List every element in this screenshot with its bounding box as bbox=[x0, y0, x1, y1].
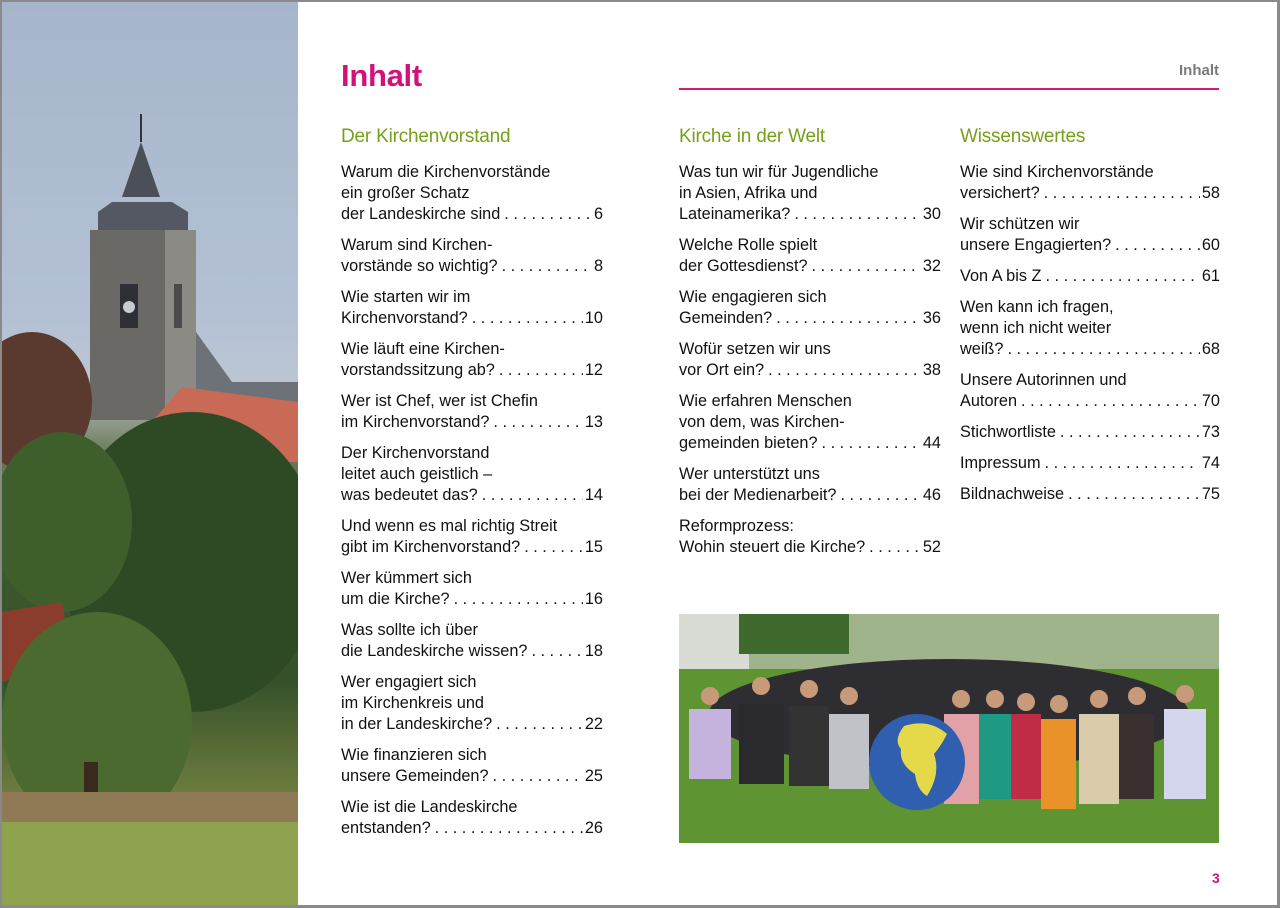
toc-entry[interactable] bbox=[960, 214, 1220, 256]
toc-entry-title-line: Wer engagiert sich bbox=[341, 673, 477, 691]
dot-leader bbox=[502, 256, 592, 277]
header-rule bbox=[679, 88, 1219, 90]
toc-entry-title-line: Warum die Kirchenvorstände bbox=[341, 163, 551, 181]
toc-entry-title-line: Lateinamerika? bbox=[679, 205, 791, 223]
toc-entry-title-line: Unsere Autorinnen und bbox=[960, 371, 1127, 389]
toc-page-number[interactable]: 38 bbox=[922, 361, 941, 379]
toc-entry-title-line: gemeinden bieten? bbox=[679, 434, 818, 452]
document-page bbox=[2, 2, 1277, 905]
toc-page-number[interactable]: 26 bbox=[584, 819, 603, 837]
toc-page-number[interactable]: 25 bbox=[584, 767, 603, 785]
toc-page-number[interactable]: 52 bbox=[922, 538, 941, 556]
toc-entry-title-line: Gemeinden? bbox=[679, 309, 773, 327]
toc-entry-title-line: Was sollte ich über bbox=[341, 621, 478, 639]
toc-entry[interactable] bbox=[960, 297, 1220, 360]
toc-entry-title-line: in Asien, Afrika und bbox=[679, 184, 818, 202]
toc-entry[interactable] bbox=[341, 797, 603, 839]
toc-entry-title-line: gibt im Kirchenvorstand? bbox=[341, 538, 521, 556]
toc-entry[interactable] bbox=[679, 464, 941, 506]
toc-entry-title-line: Wohin steuert die Kirche? bbox=[679, 538, 866, 556]
toc-entry-title-line: leitet auch geistlich – bbox=[341, 465, 493, 483]
toc-entry-title-line: Wer ist Chef, wer ist Chefin bbox=[341, 392, 538, 410]
toc-entry-title-line: Wie engagieren sich bbox=[679, 288, 827, 306]
toc-entry-title-line: vor Ort ein? bbox=[679, 361, 765, 379]
toc-entry-title-line: Autoren bbox=[960, 392, 1018, 410]
toc-page-number[interactable]: 10 bbox=[584, 309, 603, 327]
toc-entry-last-line bbox=[341, 818, 603, 839]
toc-entry-last-line bbox=[341, 537, 603, 558]
toc-entry-title-line: der Landeskirche sind bbox=[341, 205, 501, 223]
toc-page-number[interactable]: 73 bbox=[1201, 423, 1220, 441]
toc-page-number[interactable]: 61 bbox=[1201, 267, 1220, 285]
toc-entry-last-line bbox=[341, 256, 603, 277]
toc-entry-title-line: von dem, was Kirchen- bbox=[679, 413, 845, 431]
dot-leader bbox=[1060, 422, 1200, 443]
toc-entry-last-line bbox=[679, 485, 941, 506]
toc-section-kirche-in-der-welt bbox=[679, 126, 941, 568]
toc-entry-title-line: Was tun wir für Jugendliche bbox=[679, 163, 879, 181]
toc-entry[interactable] bbox=[341, 391, 603, 433]
toc-page-number[interactable]: 68 bbox=[1201, 340, 1220, 358]
toc-entry-last-line bbox=[679, 360, 941, 381]
toc-entry-title-line: wenn ich nicht weiter bbox=[960, 319, 1112, 337]
toc-entry-title-line: Impressum bbox=[960, 454, 1041, 472]
toc-entry[interactable] bbox=[960, 162, 1220, 204]
toc-entry-title-line: Wie läuft eine Kirchen- bbox=[341, 340, 505, 358]
toc-entry-last-line bbox=[341, 485, 603, 506]
toc-entry[interactable] bbox=[679, 162, 941, 225]
toc-entry-last-line bbox=[960, 484, 1220, 505]
dot-leader bbox=[822, 433, 921, 454]
dot-leader bbox=[768, 360, 921, 381]
toc-entry-last-line bbox=[960, 453, 1220, 474]
toc-entry-title-line: Der Kirchenvorstand bbox=[341, 444, 490, 462]
toc-entry-title-line: in der Landeskirche? bbox=[341, 715, 493, 733]
toc-entry-title-line: die Landeskirche wissen? bbox=[341, 642, 528, 660]
toc-entry-last-line bbox=[341, 204, 603, 225]
toc-entry-last-line bbox=[960, 422, 1220, 443]
toc-page-number[interactable]: 22 bbox=[584, 715, 603, 733]
dot-leader bbox=[499, 360, 583, 381]
toc-entry[interactable] bbox=[960, 422, 1220, 443]
toc-entry-last-line bbox=[679, 204, 941, 225]
page-number: 3 bbox=[1212, 870, 1220, 886]
toc-entry[interactable] bbox=[341, 162, 603, 225]
toc-entry-title-line: Reformprozess: bbox=[679, 517, 794, 535]
toc-page-number[interactable]: 16 bbox=[584, 590, 603, 608]
toc-entry[interactable] bbox=[960, 370, 1220, 412]
toc-entry-title-line: unsere Engagierten? bbox=[960, 236, 1112, 254]
dot-leader bbox=[1068, 484, 1200, 505]
toc-entry-title-line: Wie starten wir im bbox=[341, 288, 471, 306]
toc-page-number[interactable]: 12 bbox=[584, 361, 603, 379]
toc-page-number[interactable]: 32 bbox=[922, 257, 941, 275]
toc-entry-last-line bbox=[341, 641, 603, 662]
section-heading: Der Kirchenvorstand bbox=[341, 126, 511, 147]
toc-page-number[interactable]: 18 bbox=[584, 642, 603, 660]
toc-entry-title-line: was bedeutet das? bbox=[341, 486, 478, 504]
toc-entry-last-line bbox=[679, 308, 941, 329]
toc-entry-title-line: um die Kirche? bbox=[341, 590, 450, 608]
dot-leader bbox=[496, 714, 583, 735]
dot-leader bbox=[493, 766, 583, 787]
toc-section-wissenswertes bbox=[960, 126, 1220, 515]
toc-entry-title-line: Wer kümmert sich bbox=[341, 569, 472, 587]
dot-leader bbox=[454, 589, 583, 610]
toc-page-number[interactable]: 58 bbox=[1201, 184, 1220, 202]
dot-leader bbox=[841, 485, 921, 506]
toc-page-number[interactable]: 8 bbox=[593, 257, 603, 275]
dot-leader bbox=[1044, 183, 1200, 204]
toc-page-number[interactable]: 75 bbox=[1201, 485, 1220, 503]
toc-entry-title-line: Wofür setzen wir uns bbox=[679, 340, 831, 358]
toc-entry-title-line: Von A bis Z bbox=[960, 267, 1042, 285]
toc-entry-title-line: Wer unterstützt uns bbox=[679, 465, 820, 483]
toc-entry-title-line: Wie sind Kirchenvorstände bbox=[960, 163, 1154, 181]
toc-entry-title-line: Stichwortliste bbox=[960, 423, 1056, 441]
toc-entry[interactable] bbox=[341, 745, 603, 787]
toc-entry-title-line: bei der Medienarbeit? bbox=[679, 486, 837, 504]
toc-entry-title-line: Wie ist die Landeskirche bbox=[341, 798, 518, 816]
toc-entry-title-line: vorstandssitzung ab? bbox=[341, 361, 495, 379]
toc-entry-title-line: Wie finanzieren sich bbox=[341, 746, 487, 764]
toc-entry-title-line: Wen kann ich fragen, bbox=[960, 298, 1114, 316]
toc-entry-title-line: Wie erfahren Menschen bbox=[679, 392, 852, 410]
toc-page-number[interactable]: 44 bbox=[922, 434, 941, 452]
group-photo-with-globe bbox=[679, 614, 1219, 843]
toc-entry-title-line: Und wenn es mal richtig Streit bbox=[341, 517, 558, 535]
toc-entry-title-line: der Gottesdienst? bbox=[679, 257, 808, 275]
dot-leader bbox=[812, 256, 921, 277]
toc-entry[interactable] bbox=[341, 287, 603, 329]
toc-entry[interactable] bbox=[341, 568, 603, 610]
toc-entry[interactable] bbox=[960, 453, 1220, 474]
toc-entry-last-line bbox=[341, 766, 603, 787]
toc-entry[interactable] bbox=[679, 235, 941, 277]
dot-leader bbox=[869, 537, 921, 558]
toc-page-number[interactable]: 70 bbox=[1201, 392, 1220, 410]
dot-leader bbox=[1021, 391, 1200, 412]
toc-entry[interactable] bbox=[679, 339, 941, 381]
section-heading: Kirche in der Welt bbox=[679, 126, 825, 147]
dot-leader bbox=[1045, 453, 1200, 474]
dot-leader bbox=[1007, 339, 1199, 360]
toc-page-number[interactable]: 60 bbox=[1201, 236, 1220, 254]
toc-entry[interactable] bbox=[960, 484, 1220, 505]
toc-entry[interactable] bbox=[679, 516, 941, 558]
dot-leader bbox=[1115, 235, 1200, 256]
toc-entry-last-line bbox=[960, 391, 1220, 412]
toc-entry-title-line: Warum sind Kirchen- bbox=[341, 236, 493, 254]
toc-entry-last-line bbox=[960, 339, 1220, 360]
toc-entry-title-line: Kirchenvorstand? bbox=[341, 309, 468, 327]
running-head: Inhalt bbox=[1179, 62, 1219, 79]
dot-leader bbox=[1045, 266, 1199, 287]
toc-entry-last-line bbox=[679, 537, 941, 558]
toc-entry-title-line: Bildnachweise bbox=[960, 485, 1065, 503]
dot-leader bbox=[435, 818, 583, 839]
toc-entry-title-line: im Kirchenvorstand? bbox=[341, 413, 490, 431]
toc-entry-last-line bbox=[341, 412, 603, 433]
dot-leader bbox=[776, 308, 921, 329]
toc-page-number[interactable]: 74 bbox=[1201, 454, 1220, 472]
dot-leader bbox=[794, 204, 921, 225]
toc-entry-last-line bbox=[960, 235, 1220, 256]
dot-leader bbox=[472, 308, 583, 329]
dot-leader bbox=[482, 485, 583, 506]
toc-entry-last-line bbox=[341, 308, 603, 329]
toc-page-number[interactable]: 6 bbox=[593, 205, 603, 223]
toc-entry-last-line bbox=[341, 360, 603, 381]
toc-entry-title-line: vorstände so wichtig? bbox=[341, 257, 498, 275]
toc-entry[interactable] bbox=[341, 443, 603, 506]
toc-section-kirchenvorstand bbox=[341, 126, 603, 849]
dot-leader bbox=[524, 537, 583, 558]
section-heading: Wissenswertes bbox=[960, 126, 1086, 147]
toc-entry-title-line: ein großer Schatz bbox=[341, 184, 470, 202]
toc-entry[interactable] bbox=[341, 672, 603, 735]
toc-entry[interactable] bbox=[341, 516, 603, 558]
toc-entry-last-line bbox=[960, 183, 1220, 204]
toc-entry-title-line: im Kirchenkreis und bbox=[341, 694, 484, 712]
toc-page-number[interactable]: 15 bbox=[584, 538, 603, 556]
toc-entry[interactable] bbox=[679, 287, 941, 329]
toc-entry-title-line: versichert? bbox=[960, 184, 1040, 202]
toc-page-number[interactable]: 30 bbox=[922, 205, 941, 223]
toc-entry[interactable] bbox=[679, 391, 941, 454]
church-tower-photo bbox=[2, 2, 298, 905]
toc-entry-title-line: entstanden? bbox=[341, 819, 431, 837]
toc-entry[interactable] bbox=[341, 620, 603, 662]
toc-entry-last-line bbox=[679, 256, 941, 277]
toc-entry-last-line bbox=[341, 714, 603, 735]
dot-leader bbox=[493, 412, 582, 433]
toc-entry-title-line: weiß? bbox=[960, 340, 1004, 358]
toc-entry-last-line bbox=[341, 589, 603, 610]
toc-entry-last-line bbox=[960, 266, 1220, 287]
toc-page-number[interactable]: 36 bbox=[922, 309, 941, 327]
toc-entry-title-line: Welche Rolle spielt bbox=[679, 236, 818, 254]
toc-entry-title-line: unsere Gemeinden? bbox=[341, 767, 489, 785]
page-title: Inhalt bbox=[341, 58, 422, 93]
toc-entry-last-line bbox=[679, 433, 941, 454]
toc-entry-title-line: Wir schützen wir bbox=[960, 215, 1080, 233]
toc-page-number[interactable]: 46 bbox=[922, 486, 941, 504]
dot-leader bbox=[504, 204, 592, 225]
toc-page-number[interactable]: 13 bbox=[584, 413, 603, 431]
toc-entry[interactable] bbox=[341, 235, 603, 277]
toc-entry[interactable] bbox=[341, 339, 603, 381]
toc-entry[interactable] bbox=[960, 266, 1220, 287]
toc-page-number[interactable]: 14 bbox=[584, 486, 603, 504]
dot-leader bbox=[531, 641, 582, 662]
